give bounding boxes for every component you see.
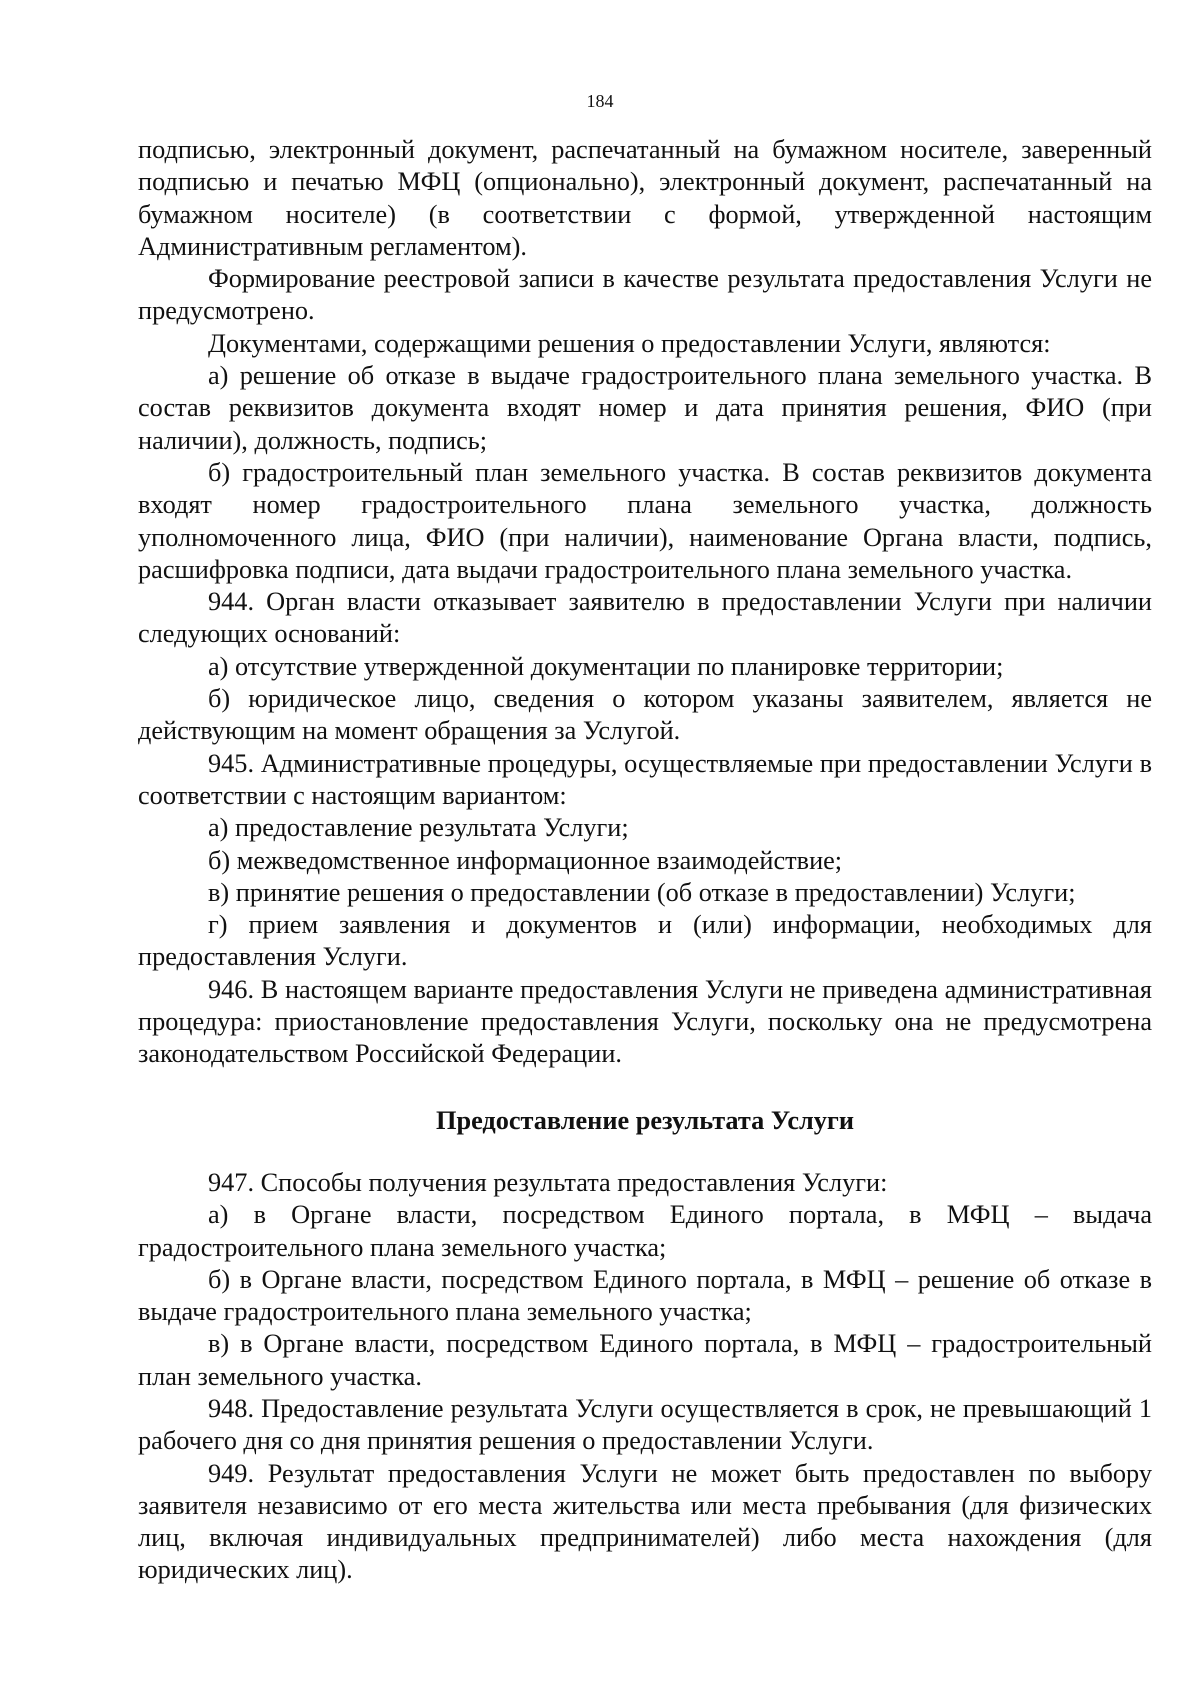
paragraph: а) в Органе власти, посредством Единого портала, в МФЦ – выдача градостроительного плана земельного участка; (138, 1200, 1152, 1262)
paragraph: б) юридическое лицо, сведения о котором указаны заявителем, является не действующим на момент обращения за Услугой. (138, 684, 1152, 746)
paragraph: а) предоставление результата Услуги; (208, 813, 629, 843)
paragraph: б) в Органе власти, посредством Единого портала, в МФЦ – решение об отказе в выдаче градостроительного плана земельного участка; (138, 1264, 1152, 1327)
paragraph: а) отсутствие утвержденной документации по планировке территории; (208, 651, 1004, 681)
paragraph: в) принятие решения о предоставлении (об отказе в предоставлении) Услуги; (208, 877, 1076, 907)
paragraph: 948. Предоставление результата Услуги осуществляется в срок, не превышающий 1 рабочего дня со дня принятия решения о предоставлении Услуги. (138, 1393, 1152, 1456)
document-body (138, 134, 1152, 1587)
paragraph: б) межведомственное информационное взаимодействие; (208, 845, 843, 875)
paragraph: 947. Способы получения результата предоставления Услуги: (208, 1167, 888, 1197)
section-heading: Предоставление результата Услуги (435, 1105, 854, 1135)
paragraph: 945. Административные процедуры, осуществляемые при предоставлении Услуги в соответствии с настоящим вариантом: (138, 748, 1152, 810)
paragraph: в) в Органе власти, посредством Единого портала, в МФЦ – градостроительный план земельного участка. (138, 1329, 1152, 1391)
page-number: 184 (586, 91, 614, 111)
paragraph: 944. Орган власти отказывает заявителю в предоставлении Услуги при наличии следующих оснований: (138, 587, 1152, 649)
paragraph: 946. В настоящем варианте предоставления Услуги не приведена административная процедура: приостановление предоставления Услуги, поскольку она не предусмотрена законодательством Российской Федерации. (138, 974, 1152, 1069)
paragraph: 949. Результат предоставления Услуги не может быть предоставлен по выбору заявителя независимо от его места жительства или места пребывания (для физических лиц, включая индивидуальных предпринимателей) либо места нахождения (для юридических лиц). (138, 1458, 1152, 1585)
paragraph: б) градостроительный план земельного участка. В состав реквизитов документа входят номер градостроительного плана земельного участка, должность уполномоченного лица, ФИО (при наличии), наименование Органа власти, подпись, расшифровка подписи, дата выдачи градостроительного плана земельного участка. (138, 457, 1152, 584)
paragraph: а) решение об отказе в выдаче градостроительного плана земельного участка. В состав реквизитов документа входят номер и дата принятия решения, ФИО (при наличии), должность, подпись; (138, 361, 1152, 455)
paragraph: г) прием заявления и документов и (или) информации, необходимых для предоставления Услуги. (138, 910, 1152, 972)
paragraph: Формирование реестровой записи в качестве результата предоставления Услуги не предусмотрено. (138, 264, 1152, 326)
paragraph: подписью, электронный документ, распечатанный на бумажном носителе, заверенный подписью и печатью МФЦ (опционально), электронный документ, распечатанный на бумажном носителе) (в соответствии с формой, утвержденной настоящим Административным регламентом). (138, 135, 1152, 261)
paragraph: Документами, содержащими решения о предоставлении Услуги, являются: (208, 328, 1051, 358)
